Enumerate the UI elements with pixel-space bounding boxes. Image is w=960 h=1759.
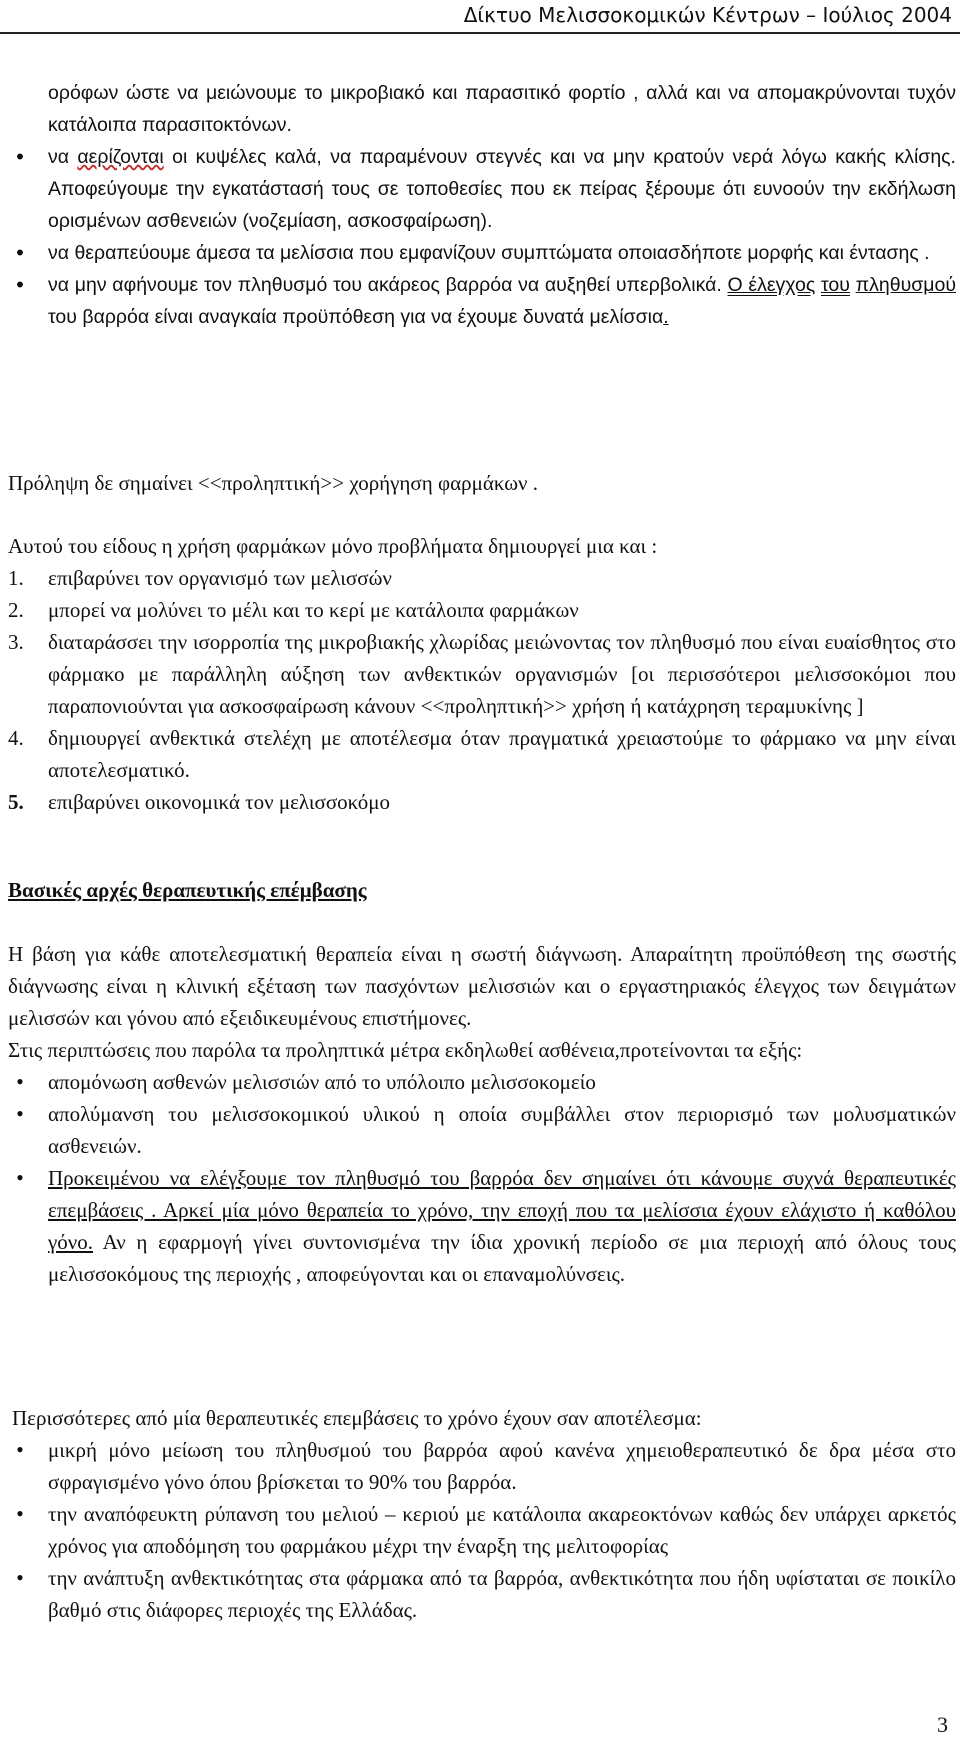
numbered-item [8, 722, 960, 786]
item-number: 5. [8, 790, 24, 814]
bullet-icon: • [16, 1101, 24, 1126]
underlined-text: πληθυσμού [855, 274, 957, 296]
numbered-item [8, 626, 960, 722]
item-number: 4. [8, 726, 24, 750]
consequence-text: την αναπόφευκτη ρύπανση του μελιού – κεριού με κατάλοιπα ακαρεοκτόνων καθώς δεν υπάρχει αρκετός χρόνος για αποδόμηση του φαρμάκου μέχρι την έναρξη της μελιτοφορίας [48, 1502, 956, 1558]
measure-text: απολύμανση του μελισσοκομικού υλικού η οποία συμβάλλει στον περιορισμό των μολυσματικών ασθενειών. [48, 1102, 956, 1158]
consequences-list [0, 1434, 960, 1626]
consequence-text: μικρή μόνο μείωση του πληθυσμού του βαρρόα αφού κανένα χημειοθεραπευτικό δε δρα μέσα στο σφραγισμένο γόνο όπου βρίσκεται το 90% του βαρρόα. [48, 1438, 956, 1494]
bullet-icon: • [16, 1437, 24, 1462]
underlined-text: του [821, 274, 850, 296]
prevention-note: Πρόληψη δε σημαίνει <<προληπτική>> χορήγηση φαρμάκων . [8, 471, 539, 495]
bullet-icon: • [16, 1069, 24, 1094]
numbered-section [0, 530, 960, 818]
item-text: επιβαρύνει τον οργανισμό των μελισσών [48, 566, 392, 590]
item-number: 1. [8, 566, 24, 590]
top-bullet-section [0, 77, 960, 333]
item-text: δημιουργεί ανθεκτικά στελέχη με αποτέλεσμα όταν πραγματικά χρειαστούμε το φάρμακο να μην είναι αποτελεσματικό. [48, 726, 956, 782]
section-heading [0, 874, 960, 906]
measure-text-part: Αν η εφαρμογή γίνει συντονισμένα την ίδια χρονική περίοδο σε μια περιοχή από όλους τους μελισσοκόμους της περιοχής , αποφεύγονται και οι επαναμολύνσεις. [48, 1230, 956, 1286]
consequence-item [8, 1434, 960, 1498]
measures-intro: Στις περιπτώσεις που παρόλα τα προληπτικά μέτρα εκδηλωθεί ασθένεια,προτείνονται τα εξής: [8, 1038, 803, 1062]
measure-isolation [8, 1066, 960, 1098]
bullet-icon: • [16, 1501, 24, 1526]
item-text: επιβαρύνει οικονομικά τον μελισσοκόμο [48, 790, 391, 814]
bullet-ventilation [8, 141, 960, 237]
consequences-intro: Περισσότερες από μία θεραπευτικές επεμβάσεις το χρόνο έχουν σαν αποτέλεσμα: [12, 1406, 702, 1430]
consequence-text: την ανάπτυξη ανθεκτικότητας στα φάρμακα από τα βαρρόα, ανθεκτικότητα που ήδη υφίσταται σε ποικίλο βαθμό στις διάφορες περιοχές της Ελλάδας. [48, 1566, 956, 1622]
underlined-text: Προκειμένου να ελέγξουμε τον πληθυσμό του βαρρόα δεν σημαίνει ότι κάνουμε συχνά θεραπευτικές επεμβάσεις . Αρκεί μία μόνο θεραπεία το χρόνο, την εποχή που τα μελίσσια έχουν ελάχιστο ή καθόλου γόνο. [48, 1166, 956, 1254]
numbered-item [8, 562, 960, 594]
page-header [0, 0, 960, 34]
measure-varroa-control [8, 1162, 960, 1290]
numbered-item [8, 594, 960, 626]
bullet-icon: • [16, 144, 24, 169]
item-number: 3. [8, 630, 24, 654]
bullet-text-part: να [48, 146, 78, 168]
consequence-item [8, 1562, 960, 1626]
bullet-text-part: του βαρρόα είναι αναγκαία προϋπόθεση για να έχουμε δυνατά μελίσσια [48, 306, 664, 328]
bullet-text: να θεραπεύουμε άμεσα τα μελίσσια που εμφανίζουν συμπτώματα οποιασδήποτε μορφής και έντασης . [48, 242, 930, 264]
bullet-text-part: οι κυψέλες καλά, να παραμένουν στεγνές και να μην κρατούν νερά λόγω κακής κλίσης. Αποφεύγουμε την εγκατάστασή τους σε τοποθεσίες που εκ πείρας ξέρουμε ότι ευνοούν την εκδήλωση ορισμένων ασθενειών (νοζεμίαση, ασκοσφαίρωση). [48, 146, 956, 232]
page-number: 3 [937, 1712, 948, 1737]
consequence-item [8, 1498, 960, 1562]
item-number: 2. [8, 598, 24, 622]
measure-text: απομόνωση ασθενών μελισσιών από το υπόλοιπο μελισσοκομείο [48, 1070, 596, 1094]
underlined-text: Ο έλεγχος [727, 274, 816, 296]
bullet-icon: • [16, 1165, 24, 1190]
spellcheck-word: αερίζονται [77, 146, 164, 168]
underlined-text: . [663, 306, 669, 328]
bullet-varroa [8, 269, 960, 333]
treatment-section [0, 938, 960, 1290]
numbered-list [0, 562, 960, 818]
bullet-icon: • [16, 240, 24, 265]
bullet-icon: • [16, 1565, 24, 1590]
item-text: μπορεί να μολύνει το μέλι και το κερί με κατάλοιπα φαρμάκων [48, 598, 579, 622]
consequences-section [0, 1402, 960, 1626]
header-title: Δίκτυο Μελισσοκομικών Κέντρων – Ιούλιος 2004 [463, 3, 952, 27]
item-text: διαταράσσει την ισορροπία της μικροβιακής χλωρίδας μειώνοντας τον πληθυσμό που είναι ευαίσθητος στο φάρμακο με παράλληλη αύξηση των ανθεκτικών οργανισμών [οι περισσότεροι μελισσοκόμοι που παραπονιούνται για ασκοσφαίρωση κάνουν <<προληπτική>> χρήση ή κατάχρηση τεραμυκίνης ] [48, 630, 956, 718]
bullet-treatment [8, 237, 960, 269]
list-intro: Αυτού του είδους η χρήση φαρμάκων μόνο προβλήματα δημιουργεί μια και : [8, 534, 658, 558]
continuation-text: ορόφων ώστε να μειώνουμε το μικροβιακό και παρασιτικό φορτίο , αλλά και να απομακρύνονται τυχόν κατάλοιπα παρασιτοκτόνων. [48, 82, 956, 136]
section-heading-text: Βασικές αρχές θεραπευτικής επέμβασης [8, 878, 367, 902]
bullet-text-part: να μην αφήνουμε τον πληθυσμό του ακάρεος βαρρόα να αυξηθεί υπερβολικά. [48, 274, 728, 296]
measure-disinfection [8, 1098, 960, 1162]
numbered-item [8, 786, 960, 818]
diagnosis-paragraph: Η βάση για κάθε αποτελεσματική θεραπεία είναι η σωστή διάγνωση. Απαραίτητη προϋπόθεση της σωστής διάγνωσης είναι η κλινική εξέταση των πασχόντων μελισσιών και ο εργαστηριακός έλεγχος των δειγμάτων μελισσών και γόνου από εξειδικευμένους επιστήμονες. [8, 942, 956, 1030]
bullet-icon: • [16, 272, 24, 297]
